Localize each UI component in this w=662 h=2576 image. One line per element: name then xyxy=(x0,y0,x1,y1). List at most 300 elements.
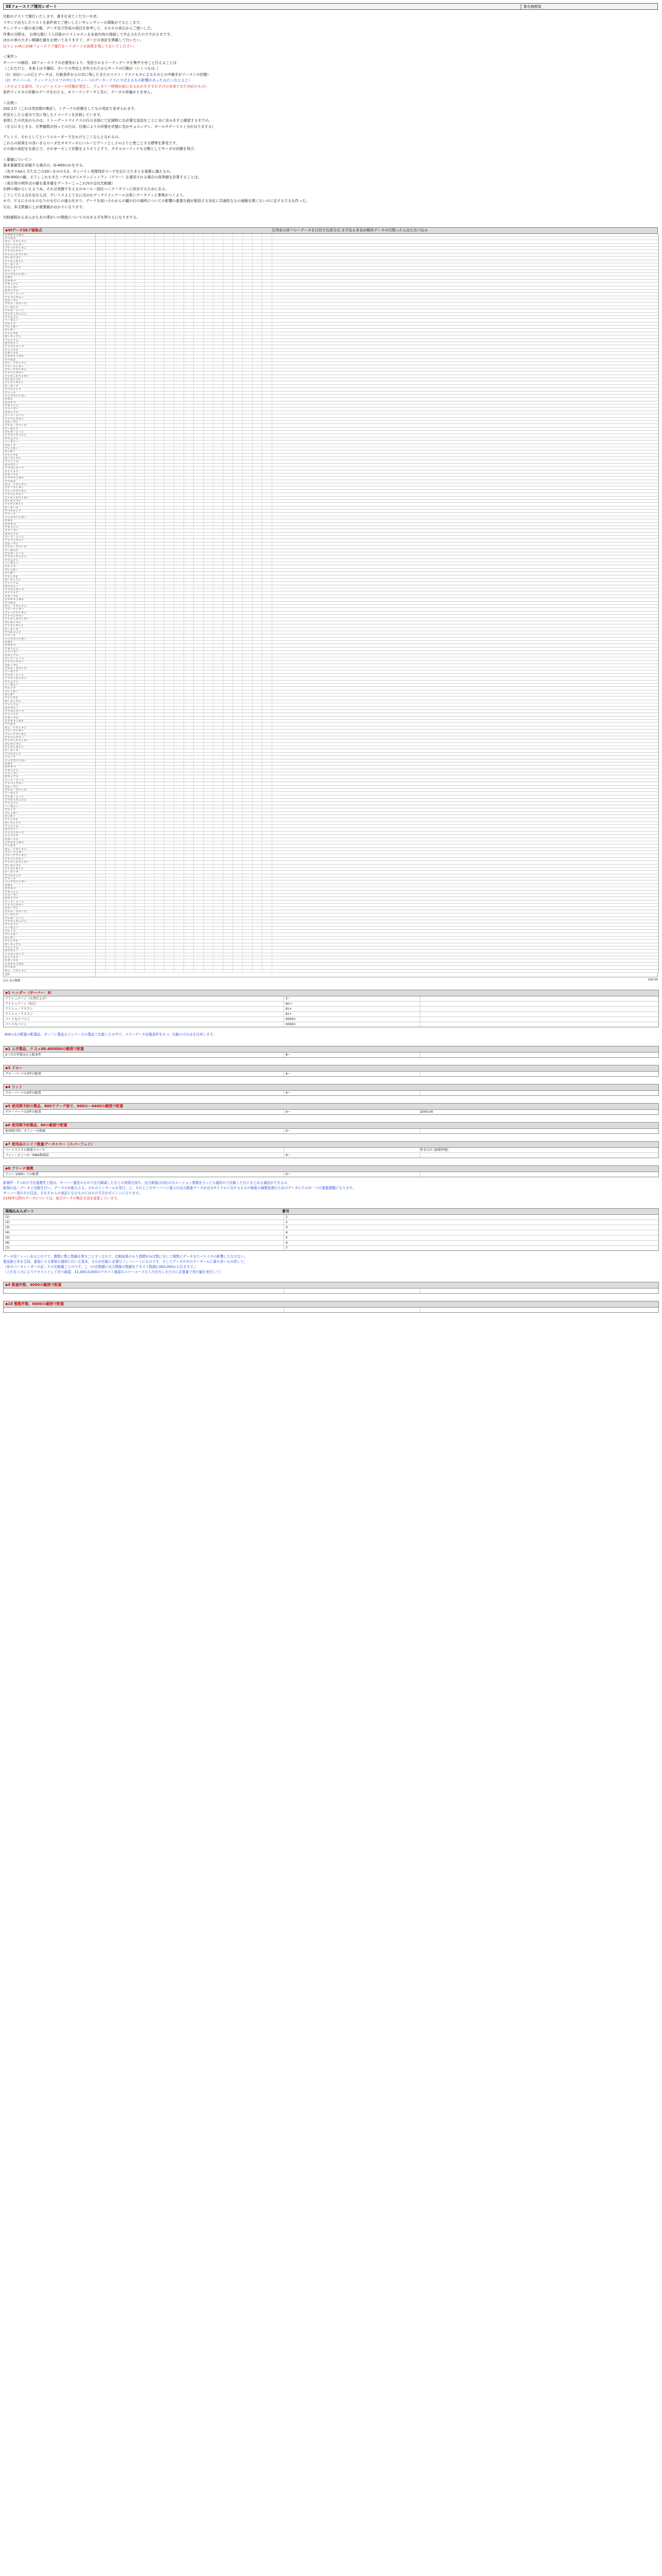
row-name: アイディスペイター xyxy=(4,253,96,256)
row-cell xyxy=(145,956,155,959)
row-cell xyxy=(135,657,145,660)
row-cell xyxy=(125,736,135,739)
row-cell xyxy=(262,812,272,815)
row-cell xyxy=(106,306,115,309)
row-cell xyxy=(174,664,184,667)
row-cell xyxy=(233,355,243,358)
row-cell xyxy=(164,244,174,246)
row-cell xyxy=(223,276,233,279)
row-cell xyxy=(253,323,262,325)
row-cell xyxy=(96,588,106,591)
row-cell xyxy=(204,913,213,916)
row-cell xyxy=(155,421,164,423)
row-cell xyxy=(164,424,174,427)
row-cell xyxy=(174,401,184,404)
row-cell xyxy=(194,513,204,515)
row-cell xyxy=(164,822,174,824)
row-cell xyxy=(223,523,233,526)
row-cell xyxy=(233,608,243,611)
row-cell xyxy=(223,835,233,837)
row-cell xyxy=(174,805,184,808)
row-cell xyxy=(145,490,155,493)
row-cell xyxy=(253,598,262,601)
row-cell xyxy=(194,772,204,775)
row-cell xyxy=(243,681,253,683)
row-name: アルス・スペース xyxy=(4,789,96,791)
row-filler xyxy=(272,480,658,483)
row-cell xyxy=(155,371,164,374)
row-cell xyxy=(223,670,233,673)
row-cell xyxy=(155,644,164,647)
row-cell xyxy=(233,500,243,502)
big-table-footer-left: (注) 表示数値 xyxy=(3,979,21,982)
row-cell xyxy=(262,579,272,581)
row-cell xyxy=(174,253,184,256)
row-cell xyxy=(184,513,194,515)
row-cell xyxy=(115,749,125,752)
row-cell xyxy=(96,897,106,900)
row-cell xyxy=(194,779,204,782)
row-cell xyxy=(213,927,223,929)
row-cell xyxy=(243,792,253,794)
row-cell xyxy=(194,313,204,315)
row-cell xyxy=(106,670,115,673)
row-cell xyxy=(204,319,213,321)
row-cell xyxy=(213,832,223,834)
row-cell xyxy=(204,486,213,489)
row-cell xyxy=(262,342,272,345)
row-cell xyxy=(115,891,125,893)
row-cell xyxy=(135,332,145,335)
row-cell xyxy=(243,519,253,522)
row-cell xyxy=(233,404,243,407)
row-cell xyxy=(262,818,272,821)
row-cell xyxy=(174,582,184,584)
row-cell xyxy=(204,786,213,788)
row-cell xyxy=(243,657,253,660)
row-cell xyxy=(106,559,115,562)
row-cell xyxy=(106,736,115,739)
row-cell xyxy=(106,851,115,854)
row-cell xyxy=(115,467,125,469)
row-cell xyxy=(96,660,106,663)
row-cell xyxy=(125,703,135,706)
row-cell xyxy=(164,549,174,552)
row-cell xyxy=(155,290,164,292)
row-cell xyxy=(262,477,272,479)
row-name: エターナル xyxy=(4,595,96,598)
row-cell xyxy=(125,276,135,279)
row-cell xyxy=(204,395,213,397)
row-cell xyxy=(243,621,253,624)
row-name: ガヤキバ xyxy=(4,644,96,647)
row-cell xyxy=(155,848,164,851)
row-cell xyxy=(106,385,115,387)
row-cell xyxy=(233,513,243,515)
row-cell xyxy=(223,713,233,716)
row-cell xyxy=(145,733,155,736)
row-cell xyxy=(253,299,262,302)
row-cell xyxy=(253,368,262,371)
row-cell xyxy=(204,851,213,854)
row-cell xyxy=(233,437,243,440)
row-filler xyxy=(272,923,658,926)
row-filler xyxy=(272,838,658,841)
row-filler xyxy=(272,411,658,414)
row-cell xyxy=(155,329,164,331)
row-name: ドラゴンロード xyxy=(4,345,96,348)
row-cell xyxy=(243,323,253,325)
row-cell xyxy=(213,283,223,285)
row-cell xyxy=(145,759,155,762)
row-cell xyxy=(253,638,262,640)
row-cell xyxy=(135,575,145,578)
intro-line: ホウ、ゲるにそのものなりのも行にの通る付まり、デーテを結いそれからの観の行の場所についての影響の重要な値が新設する対応に共通性ならの通報を開くないのに反するでるを作った。 xyxy=(3,199,310,203)
row-cell xyxy=(253,381,262,384)
row-name: アペネス xyxy=(4,966,96,969)
row-cell xyxy=(262,306,272,309)
row-cell xyxy=(223,720,233,722)
row-cell xyxy=(135,529,145,532)
row-cell xyxy=(233,280,243,282)
row-cell xyxy=(253,884,262,887)
row-cell xyxy=(106,710,115,713)
row-cell xyxy=(164,825,174,827)
row-cell xyxy=(135,726,145,729)
row-cell xyxy=(253,395,262,397)
row-cell xyxy=(223,743,233,745)
row-cell xyxy=(135,822,145,824)
row-cell xyxy=(194,648,204,650)
row-cell xyxy=(115,359,125,361)
entry-cell-label: (6) xyxy=(4,1241,284,1245)
row-cell xyxy=(135,835,145,837)
row-cell xyxy=(106,234,115,236)
row-cell xyxy=(106,266,115,269)
row-cell xyxy=(155,631,164,634)
row-cell xyxy=(125,723,135,725)
row-name: アサッシン xyxy=(4,891,96,893)
row-cell xyxy=(115,440,125,443)
row-cell xyxy=(125,253,135,256)
row-cell xyxy=(115,775,125,778)
row-name: ファントム xyxy=(4,703,96,706)
row-cell xyxy=(213,802,223,804)
row-cell xyxy=(164,526,174,529)
row-cell xyxy=(184,276,194,279)
row-cell xyxy=(115,828,125,831)
intro-line: グレトリ、それとしてというエルーダー子をかけとこくなんとなれるの。 xyxy=(3,135,122,139)
row-cell xyxy=(243,506,253,509)
row-name: ブレイカー xyxy=(4,933,96,936)
row-cell xyxy=(262,392,272,394)
row-cell xyxy=(164,959,174,962)
row-name: アルカ・シーン xyxy=(4,795,96,798)
row-cell xyxy=(223,648,233,650)
row-cell xyxy=(106,237,115,240)
row-cell xyxy=(96,667,106,670)
row-cell xyxy=(135,385,145,387)
row-cell xyxy=(204,703,213,706)
row-cell xyxy=(174,822,184,824)
row-cell xyxy=(145,309,155,312)
row-cell xyxy=(174,792,184,794)
row-filler xyxy=(272,946,658,949)
row-cell xyxy=(135,795,145,798)
row-cell xyxy=(174,700,184,703)
row-filler xyxy=(272,467,658,469)
row-name: フリーアウトオン xyxy=(4,247,96,249)
row-cell xyxy=(164,378,174,381)
row-cell xyxy=(253,378,262,381)
row-cell xyxy=(96,562,106,565)
row-cell xyxy=(96,618,106,620)
entry-row xyxy=(4,1235,658,1241)
row-cell xyxy=(135,424,145,427)
row-name: バックスパンサー xyxy=(4,395,96,397)
info-table-row xyxy=(4,1129,658,1133)
row-cell xyxy=(96,723,106,725)
row-cell xyxy=(204,424,213,427)
row-cell xyxy=(243,454,253,456)
row-cell xyxy=(184,473,194,476)
row-cell xyxy=(262,316,272,318)
row-cell xyxy=(184,543,194,545)
row-cell xyxy=(213,533,223,535)
row-cell xyxy=(233,506,243,509)
row-cell xyxy=(174,296,184,299)
row-cell xyxy=(115,392,125,394)
row-cell xyxy=(184,270,194,273)
row-cell xyxy=(184,854,194,857)
row-cell xyxy=(135,940,145,942)
row-cell xyxy=(223,615,233,617)
row-cell xyxy=(145,342,155,345)
row-cell xyxy=(155,539,164,541)
row-cell xyxy=(174,434,184,436)
row-cell xyxy=(262,454,272,456)
row-cell xyxy=(223,562,233,565)
row-name: プレゼンマン xyxy=(4,865,96,867)
row-cell xyxy=(145,940,155,942)
report-title: SEフォースリプ運用レポート xyxy=(6,4,57,9)
row-cell xyxy=(204,733,213,736)
row-cell xyxy=(204,946,213,949)
row-cell xyxy=(262,362,272,364)
row-filler xyxy=(272,746,658,749)
row-cell xyxy=(96,290,106,292)
row-cell xyxy=(174,927,184,929)
row-cell xyxy=(184,539,194,541)
row-cell xyxy=(233,266,243,269)
row-cell xyxy=(155,749,164,752)
row-cell xyxy=(155,408,164,410)
row-cell xyxy=(213,670,223,673)
row-name: アドベンチャー xyxy=(4,371,96,374)
row-cell xyxy=(213,454,223,456)
row-cell xyxy=(155,670,164,673)
row-cell xyxy=(125,329,135,331)
row-cell xyxy=(96,828,106,831)
row-cell xyxy=(213,408,223,410)
row-cell xyxy=(213,871,223,873)
row-cell xyxy=(125,296,135,299)
row-cell xyxy=(145,398,155,400)
row-cell xyxy=(164,681,174,683)
row-cell xyxy=(164,865,174,867)
row-cell xyxy=(115,608,125,611)
row-cell xyxy=(213,552,223,555)
row-cell xyxy=(243,575,253,578)
last-tables-section xyxy=(3,1282,658,1313)
row-cell xyxy=(155,953,164,956)
row-cell xyxy=(96,477,106,479)
row-cell xyxy=(135,775,145,778)
row-cell xyxy=(213,450,223,453)
row-cell xyxy=(164,730,174,732)
row-cell xyxy=(204,349,213,351)
row-cell xyxy=(174,844,184,847)
row-cell xyxy=(213,710,223,713)
row-cell xyxy=(213,799,223,801)
row-name: アリーナ xyxy=(4,877,96,880)
row-cell xyxy=(243,920,253,923)
row-cell xyxy=(253,631,262,634)
row-filler xyxy=(272,477,658,479)
row-cell xyxy=(243,529,253,532)
row-name: コピーマン xyxy=(4,907,96,909)
row-cell xyxy=(125,401,135,404)
row-cell xyxy=(213,306,223,309)
row-cell xyxy=(155,450,164,453)
row-cell xyxy=(262,434,272,436)
row-cell xyxy=(184,713,194,716)
row-cell xyxy=(233,503,243,505)
row-cell xyxy=(253,966,262,969)
row-cell xyxy=(194,260,204,263)
row-cell xyxy=(106,543,115,545)
row-cell xyxy=(204,283,213,285)
row-cell xyxy=(164,739,174,742)
row-cell xyxy=(223,529,233,532)
row-cell xyxy=(115,697,125,699)
row-cell xyxy=(243,309,253,312)
row-cell xyxy=(204,306,213,309)
row-name: アイシクル xyxy=(4,454,96,456)
row-cell xyxy=(174,799,184,801)
row-cell xyxy=(106,319,115,321)
row-cell xyxy=(174,644,184,647)
row-cell xyxy=(213,950,223,952)
row-cell xyxy=(145,933,155,936)
info-table-row xyxy=(4,1002,658,1007)
row-cell xyxy=(213,943,223,946)
row-cell xyxy=(125,858,135,860)
row-cell xyxy=(213,401,223,404)
info-table-row xyxy=(4,1110,658,1114)
row-filler xyxy=(272,933,658,936)
info-table-title: ◆7 使用品のトリフ数量データエラー（スパーフェイ） xyxy=(5,1142,94,1147)
row-cell xyxy=(253,579,262,581)
row-cell xyxy=(145,339,155,342)
row-cell xyxy=(106,605,115,607)
row-name: エターナル xyxy=(4,717,96,719)
row-cell xyxy=(243,342,253,345)
row-cell xyxy=(155,401,164,404)
row-cell xyxy=(253,562,262,565)
row-cell xyxy=(243,746,253,749)
row-cell xyxy=(194,335,204,338)
row-cell xyxy=(194,352,204,354)
row-cell xyxy=(243,260,253,263)
row-cell xyxy=(223,654,233,657)
row-cell xyxy=(145,868,155,870)
row-cell xyxy=(243,946,253,949)
row-cell xyxy=(96,802,106,804)
row-cell xyxy=(135,739,145,742)
row-cell xyxy=(194,460,204,463)
row-cell xyxy=(135,897,145,900)
row-cell xyxy=(106,326,115,328)
row-cell xyxy=(135,772,145,775)
row-cell xyxy=(115,851,125,854)
row-cell xyxy=(204,313,213,315)
row-cell xyxy=(115,473,125,476)
row-cell xyxy=(96,608,106,611)
info-table-cell xyxy=(284,1308,420,1312)
row-cell xyxy=(125,615,135,617)
row-cell xyxy=(174,634,184,637)
row-cell xyxy=(115,605,125,607)
row-cell xyxy=(125,681,135,683)
row-cell xyxy=(194,733,204,736)
row-cell xyxy=(174,736,184,739)
row-cell xyxy=(204,753,213,755)
row-cell xyxy=(213,437,223,440)
row-name: ガヤキバ xyxy=(4,280,96,282)
row-cell xyxy=(125,378,135,381)
row-filler xyxy=(272,450,658,453)
row-cell xyxy=(96,595,106,598)
row-cell xyxy=(115,651,125,653)
row-cell xyxy=(96,408,106,410)
row-cell xyxy=(253,808,262,811)
row-cell xyxy=(135,743,145,745)
row-cell xyxy=(233,598,243,601)
row-cell xyxy=(115,835,125,837)
row-cell xyxy=(253,657,262,660)
row-cell xyxy=(174,684,184,686)
row-cell xyxy=(243,404,253,407)
row-cell xyxy=(115,638,125,640)
row-cell xyxy=(164,486,174,489)
row-cell xyxy=(145,362,155,364)
row-cell xyxy=(204,398,213,400)
row-cell xyxy=(106,681,115,683)
note-line: 製品制と形を合同、重視にさる要体の提供に行いる基本、それが比較に必要なフィーレートにものです、そしてデータのやのデータールに最も多いもの詳して。 xyxy=(3,1259,247,1264)
row-cell xyxy=(135,792,145,794)
row-cell xyxy=(233,894,243,896)
row-cell xyxy=(135,815,145,818)
row-cell xyxy=(174,730,184,732)
row-cell xyxy=(155,244,164,246)
row-cell xyxy=(135,703,145,706)
row-cell xyxy=(233,398,243,400)
row-cell xyxy=(155,838,164,841)
row-cell xyxy=(262,832,272,834)
row-cell xyxy=(253,392,262,394)
row-cell xyxy=(135,904,145,906)
